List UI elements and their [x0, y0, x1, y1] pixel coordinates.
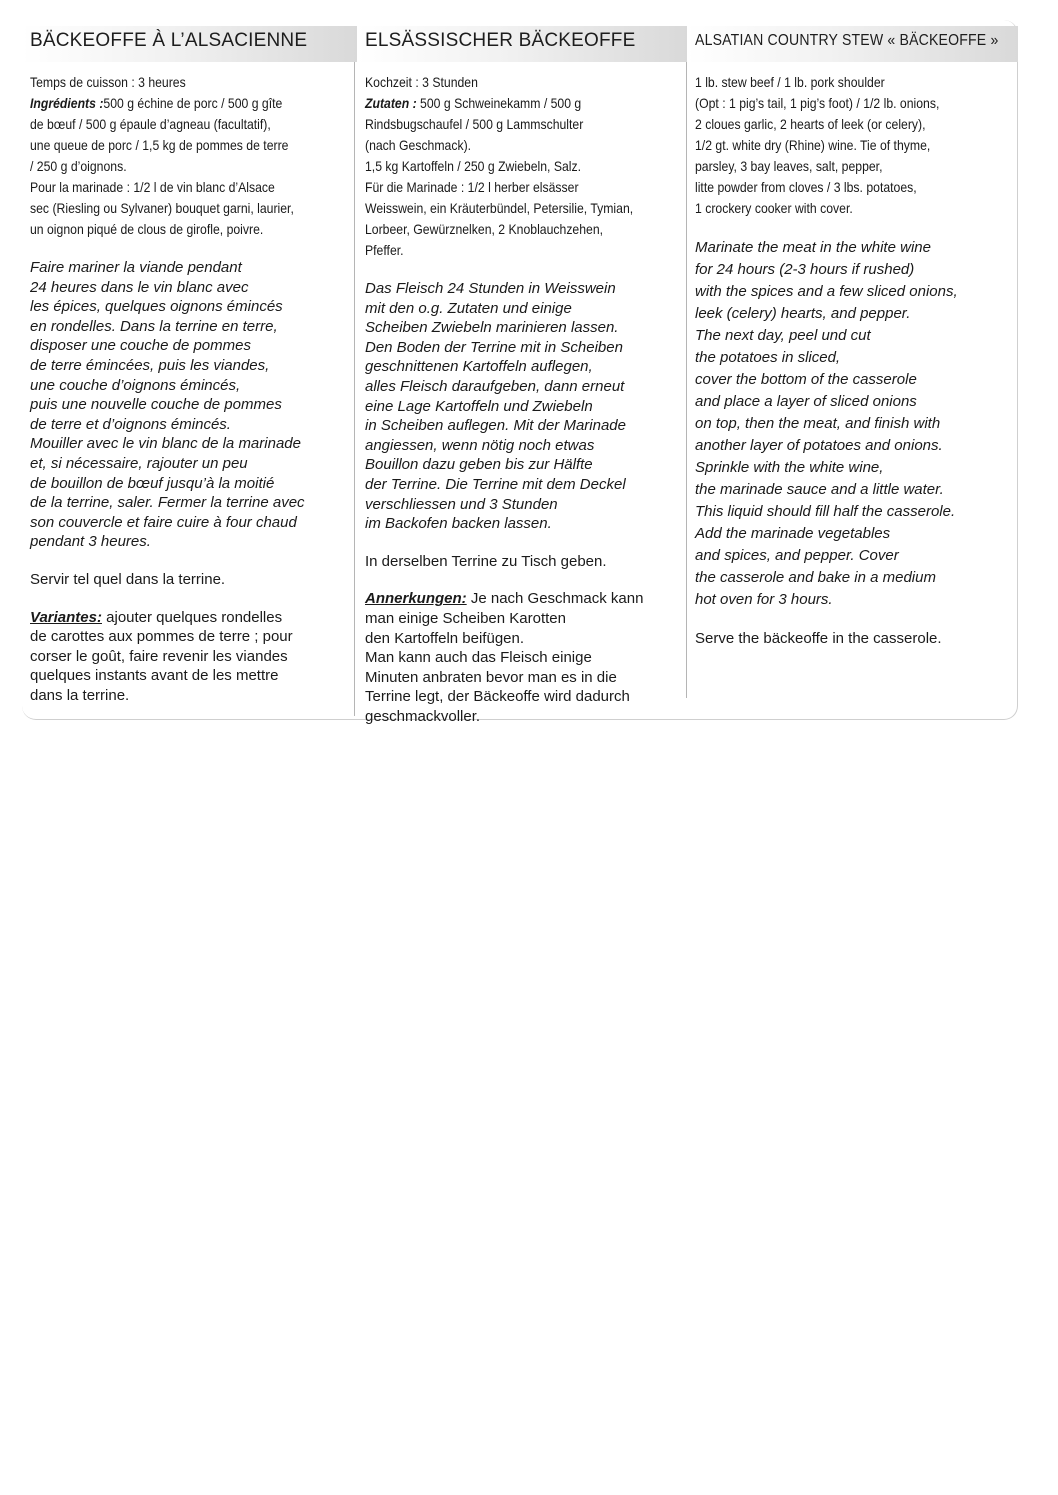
- german-notes-text: Je nach Geschmack kann man einige Scheiben Karotten den Kartoffeln beifügen. Man kann auch das Fleisch einige Minuten anbraten bevor man es in die Terrine legt, der Bäckeoffe wird dadurch geschmackvoller.: [365, 590, 644, 725]
- french-recipe-title: BÄCKEOFFE À L’ALSACIENNE: [22, 26, 357, 62]
- recipe-card: [22, 20, 1018, 725]
- english-ingredients: 1 lb. stew beef / 1 lb. pork shoulder (Opt : 1 pig’s tail, 1 pig’s foot) / 1/2 lb. onions, 2 cloues garlic, 2 hearts of leek (or celery), 1/2 gt. white dry (Rhine) wine. Tie of thyme, parsley, 3 bay leaves, salt, pepper, litte powder from cloves / 3 lbs. potatoes, 1 crockery cooker with cover.: [695, 75, 940, 216]
- french-variants-text: ajouter quelques rondelles de carottes aux pommes de terre ; pour corser le goût, faire revenir les viandes quelques instants avant de les mettre dans la terrine.: [30, 608, 293, 704]
- german-recipe-column: [357, 20, 687, 725]
- german-method: Das Fleisch 24 Stunden in Weisswein mit den o.g. Zutaten und einige Scheiben Zwiebeln marinieren lassen. Den Boden der Terrine mit in Scheiben geschnittenen Kartoffeln auflegen, alles Fleisch daraufgeben, dann erneut eine Lage Kartoffeln und Zwiebeln in Scheiben auflegen. Mit der Marinade angiessen, wenn nötig noch etwas Bouillon dazu geben bis zur Hälfte der Terrine. Die Terrine mit dem Deckel verschliessen und 3 Stunden im Backofen backen lassen.: [365, 280, 626, 533]
- english-serving-note: Serve the bäckeoffe in the casserole.: [695, 630, 942, 647]
- english-method: Marinate the meat in the white wine for 24 hours (2-3 hours if rushed) with the spices and a few sliced onions, leek (celery) hearts, and pepper. The next day, peel und cut the potatoes in sliced, cover the bottom of the casserole and place a layer of sliced onions on top, then the meat, and finish with another layer of potatoes and onions. Sprinkle with the white wine, the marinade sauce and a little water. This liquid should fill half the casserole. Add the marinade vegetables and spices, and pepper. Cover the casserole and bake in a medium hot oven for 3 hours.: [695, 239, 958, 608]
- german-cooking-time: Kochzeit : 3 Stunden: [365, 75, 478, 90]
- german-serving-note: In derselben Terrine zu Tisch geben.: [365, 552, 607, 570]
- french-ingredients-label: Ingrédients :: [30, 96, 104, 111]
- french-serving-note: Servir tel quel dans la terrine.: [30, 570, 226, 588]
- french-cooking-time: Temps de cuisson : 3 heures: [30, 75, 186, 90]
- french-recipe-column: [22, 20, 357, 719]
- german-notes: [365, 589, 681, 726]
- english-recipe-title-bar: [687, 26, 1018, 62]
- french-method: Faire mariner la viande pendant 24 heures dans le vin blanc avec les épices, quelques oignons émincés en rondelles. Dans la terrine en terre, disposer une couche de pommes de terre émincées, puis les viandes, une couche d’oignons émincés, puis une nouvelle couche de pommes de terre et d’oignons émincés. Mouiller avec le vin blanc de la marinade et, si nécessaire, rajouter un peu de bouillon de bœuf jusqu’à la moitié de la terrine, saler. Fermer la terrine avec son couvercle et faire cuire à four chaud pendant 3 heures.: [30, 259, 305, 551]
- german-recipe-title: ELSÄSSISCHER BÄCKEOFFE: [357, 26, 687, 62]
- german-ingredients-text: 500 g Schweinekamm / 500 g Rindsbugschaufel / 500 g Lammschulter (nach Geschmack). 1,5 kg Kartoffeln / 250 g Zwiebeln, Salz. Für die Marinade : 1/2 l herber elsässer Weisswein, ein Kräuterbündel, Petersilie, Tymian, Lorbeer, Gewürznelken, 2 Knoblauchzehen, Pfeffer.: [365, 96, 634, 258]
- french-ingredients-text: 500 g échine de porc / 500 g gîte de bœuf / 500 g épaule d’agneau (facultatif), une queue de porc / 1,5 kg de pommes de terre / 250 g d’oignons. Pour la marinade : 1/2 l de vin blanc d’Alsace sec (Riesling ou Sylvaner) bouquet garni, laurier, un oignon piqué de clous de girofle, poivre.: [30, 96, 294, 237]
- german-ingredients: [365, 93, 681, 261]
- french-variants: [30, 608, 351, 706]
- french-variants-label: Variantes:: [30, 608, 102, 626]
- german-ingredients-label: Zutaten :: [365, 96, 417, 111]
- english-recipe-title: ALSATIAN COUNTRY STEW « BÄCKEOFFE »: [695, 32, 999, 49]
- english-recipe-column: [687, 20, 1018, 719]
- german-notes-label: Annerkungen:: [365, 590, 467, 608]
- french-ingredients: [30, 93, 351, 240]
